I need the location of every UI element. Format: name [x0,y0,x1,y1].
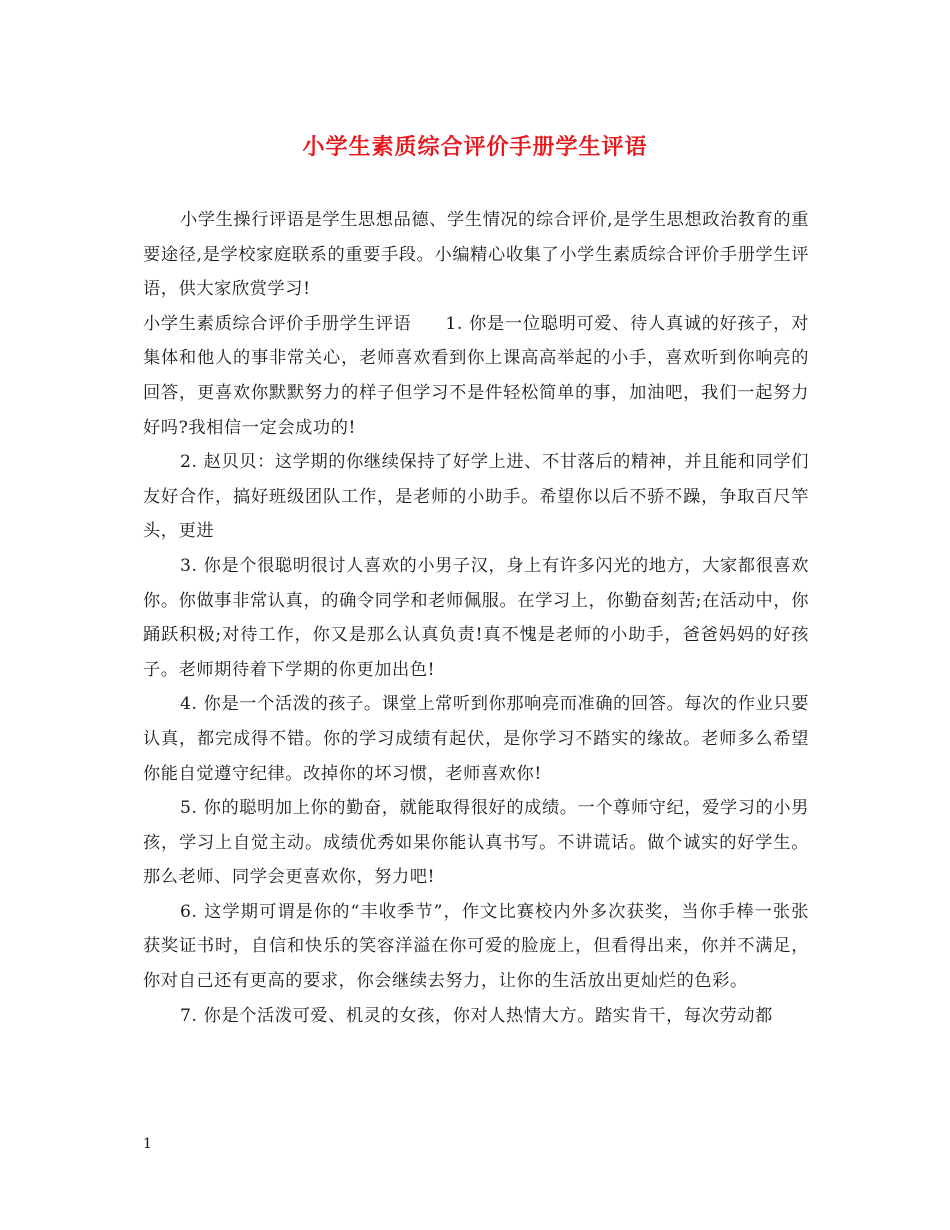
comment-item-4: 4. 你是一个活泼的孩子。课堂上常听到你那响亮而准确的回答。每次的作业只要认真，都完成得不错。你的学习成绩有起伏，是你学习不踏实的缘故。老师多么希望你能自觉遵守纪律。改掉你的坏习惯，老师喜欢你! [143,694,809,784]
comment-item-6: 6. 这学期可谓是你的“丰收季节”，作文比赛校内外多次获奖，当你手棒一张张获奖证书时，自信和快乐的笑容洋溢在你可爱的脸庞上，但看得出来，你并不满足，你对自己还有更高的要求，你会继续去努力，让你的生活放出更灿烂的色彩。 [143,901,809,992]
comment-item-2: 2. 赵贝贝：这学期的你继续保持了好学上进、不甘落后的精神，并且能和同学们友好合作，搞好班级团队工作，是老师的小助手。希望你以后不骄不躁，争取百尺竿头，更进 [143,452,809,542]
document-body [143,203,809,1033]
comment-item-7: 7. 你是个活泼可爱、机灵的女孩，你对人热情大方。踏实肯干，每次劳动都 [180,1005,773,1026]
comment-item-1: 1. 你是一位聪明可爱、待人真诚的好孩子，对集体和他人的事非常关心，老师喜欢看到你上课高高举起的小手，喜欢听到你响亮的回答，更喜欢你默默努力的样子但学习不是件轻松简单的事，加油吧，我们一起努力好吗?我相信一定会成功的! [143,313,809,438]
comment-item-5: 5. 你的聪明加上你的勤奋，就能取得很好的成绩。一个尊师守纪，爱学习的小男孩，学习上自觉主动。成绩优秀如果你能认真书写。不讲谎话。做个诚实的好学生。那么老师、同学会更喜欢你，努力吧! [143,798,809,888]
comment-item-3: 3. 你是个很聪明很讨人喜欢的小男子汉，身上有许多闪光的地方，大家都很喜欢你。你做事非常认真，的确令同学和老师佩服。在学习上，你勤奋刻苦;在活动中，你踊跃积极;对待工作，你又是那么认真负责!真不愧是老师的小助手，爸爸妈妈的好孩子。老师期待着下学期的你更加出色! [143,555,809,680]
section-heading-paragraph [143,307,809,445]
intro-paragraph: 小学生操行评语是学生思想品德、学生情况的综合评价,是学生思想政治教育的重要途径,是学校家庭联系的重要手段。小编精心收集了小学生素质综合评价手册学生评语，供大家欣赏学习! [143,210,809,300]
section-heading: 小学生素质综合评价手册学生评语 [143,313,412,334]
document-title: 小学生素质综合评价手册学生评语 [302,134,648,160]
page-number: 1 [143,1136,152,1152]
